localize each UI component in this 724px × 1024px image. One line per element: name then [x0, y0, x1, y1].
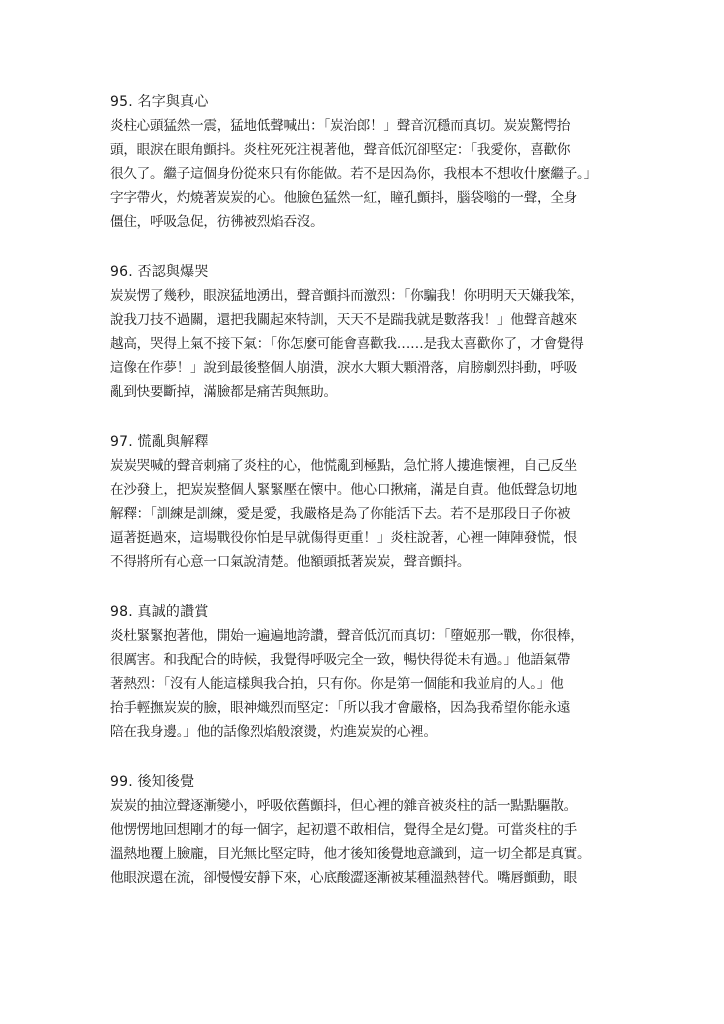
paragraph-line: 逼著挺過來，這場戰役你怕是早就傷得更重！」炎柱說著，心裡一陣陣發慌，恨: [110, 530, 578, 546]
section-paragraph: [110, 454, 620, 574]
paragraph-line: 抬手輕撫炭炭的臉，眼神熾烈而堅定：「所以我才會嚴格，因為我希望你能永遠: [110, 700, 571, 716]
section-96: [110, 260, 620, 404]
paragraph-line: 字字帶火，灼燒著炭炭的心。他臉色猛然一紅，瞳孔顫抖，腦袋嗡的一聲，全身: [110, 190, 578, 206]
paragraph-line: 解釋：「訓練是訓練，愛是愛，我嚴格是為了你能活下去。若不是那段日子你被: [110, 506, 571, 522]
paragraph-line: 他愣愣地回想剛才的每一個字，起初還不敢相信，覺得全是幻覺。可當炎柱的手: [110, 822, 578, 838]
section-98: [110, 600, 620, 744]
section-heading: 97. 慌亂與解釋: [110, 434, 209, 450]
section-heading: 99. 後知後覺: [110, 774, 195, 790]
section-heading: 96. 否認與爆哭: [110, 264, 209, 280]
section-99: [110, 770, 620, 890]
paragraph-line: 炎杜緊緊抱著他，開始一遍遍地誇讚，聲音低沉而真切：「墮姬那一戰，你很棒，: [110, 628, 584, 644]
section-heading: 98. 真誠的讚賞: [110, 604, 209, 620]
paragraph-line: 在沙發上，把炭炭整個人緊緊壓在懷中。他心口揪痛，滿是自責。他低聲急切地: [110, 482, 578, 498]
paragraph-line: 炭炭愣了幾秒，眼淚猛地湧出，聲音顫抖而激烈：「你騙我！你明明天天嫌我笨，: [110, 288, 584, 304]
paragraph-line: 這像在作夢！」說到最後整個人崩潰，淚水大顆大顆滑落，肩膀劇烈抖動，呼吸: [110, 360, 578, 376]
paragraph-line: 不得將所有心意一口氣說清楚。他額頭抵著炭炭，聲音顫抖。: [110, 554, 471, 570]
section-95: [110, 90, 620, 234]
paragraph-line: 說我刀技不過關，還把我關起來特訓，天天不是踹我就是數落我！」他聲音越來: [110, 312, 578, 328]
paragraph-line: 很久了。繼子這個身份從來只有你能做。若不是因為你，我根本不想收什麼繼子。」: [110, 166, 597, 182]
paragraph-line: 很厲害。和我配合的時候，我覺得呼吸完全一致，暢快得從未有過。」他語氣帶: [110, 652, 571, 668]
paragraph-line: 僵住，呼吸急促，彷彿被烈焰吞沒。: [110, 214, 324, 230]
paragraph-line: 溫熱地覆上臉龐，目光無比堅定時，他才後知後覺地意識到，這一切全都是真實。: [110, 846, 591, 862]
paragraph-line: 炎柱心頭猛然一震，猛地低聲喊出：「炭治郎！」聲音沉穩而真切。炭炭驚愕抬: [110, 118, 571, 134]
section-paragraph: [110, 284, 620, 404]
section-paragraph: [110, 624, 620, 744]
section-97: [110, 430, 620, 574]
paragraph-line: 越高，哭得上氣不接下氣：「你怎麼可能會喜歡我……是我太喜歡你了，才會覺得: [110, 336, 584, 352]
paragraph-line: 炭炭的抽泣聲逐漸變小，呼吸依舊顫抖，但心裡的雜音被炎柱的話一點點驅散。: [110, 798, 578, 814]
paragraph-line: 他眼淚還在流，卻慢慢安靜下來，心底酸澀逐漸被某種溫熱替代。嘴唇顫動，眼: [110, 870, 578, 886]
section-paragraph: [110, 794, 620, 890]
paragraph-line: 頭，眼淚在眼角顫抖。炎柱死死注視著他，聲音低沉卻堅定：「我愛你，喜歡你: [110, 142, 571, 158]
paragraph-line: 著熱烈：「沒有人能這樣與我合拍，只有你。你是第一個能和我並肩的人。」他: [110, 676, 564, 692]
section-paragraph: [110, 114, 620, 234]
paragraph-line: 炭炭哭喊的聲音刺痛了炎柱的心，他慌亂到極點，急忙將人摟進懷裡，自己反坐: [110, 458, 578, 474]
section-heading: 95. 名字與真心: [110, 94, 209, 110]
document-page: [110, 90, 620, 916]
paragraph-line: 陪在我身邊。」他的話像烈焰般滾燙，灼進炭炭的心裡。: [110, 724, 437, 740]
paragraph-line: 亂到快要斷掉，滿臉都是痛苦與無助。: [110, 384, 337, 400]
